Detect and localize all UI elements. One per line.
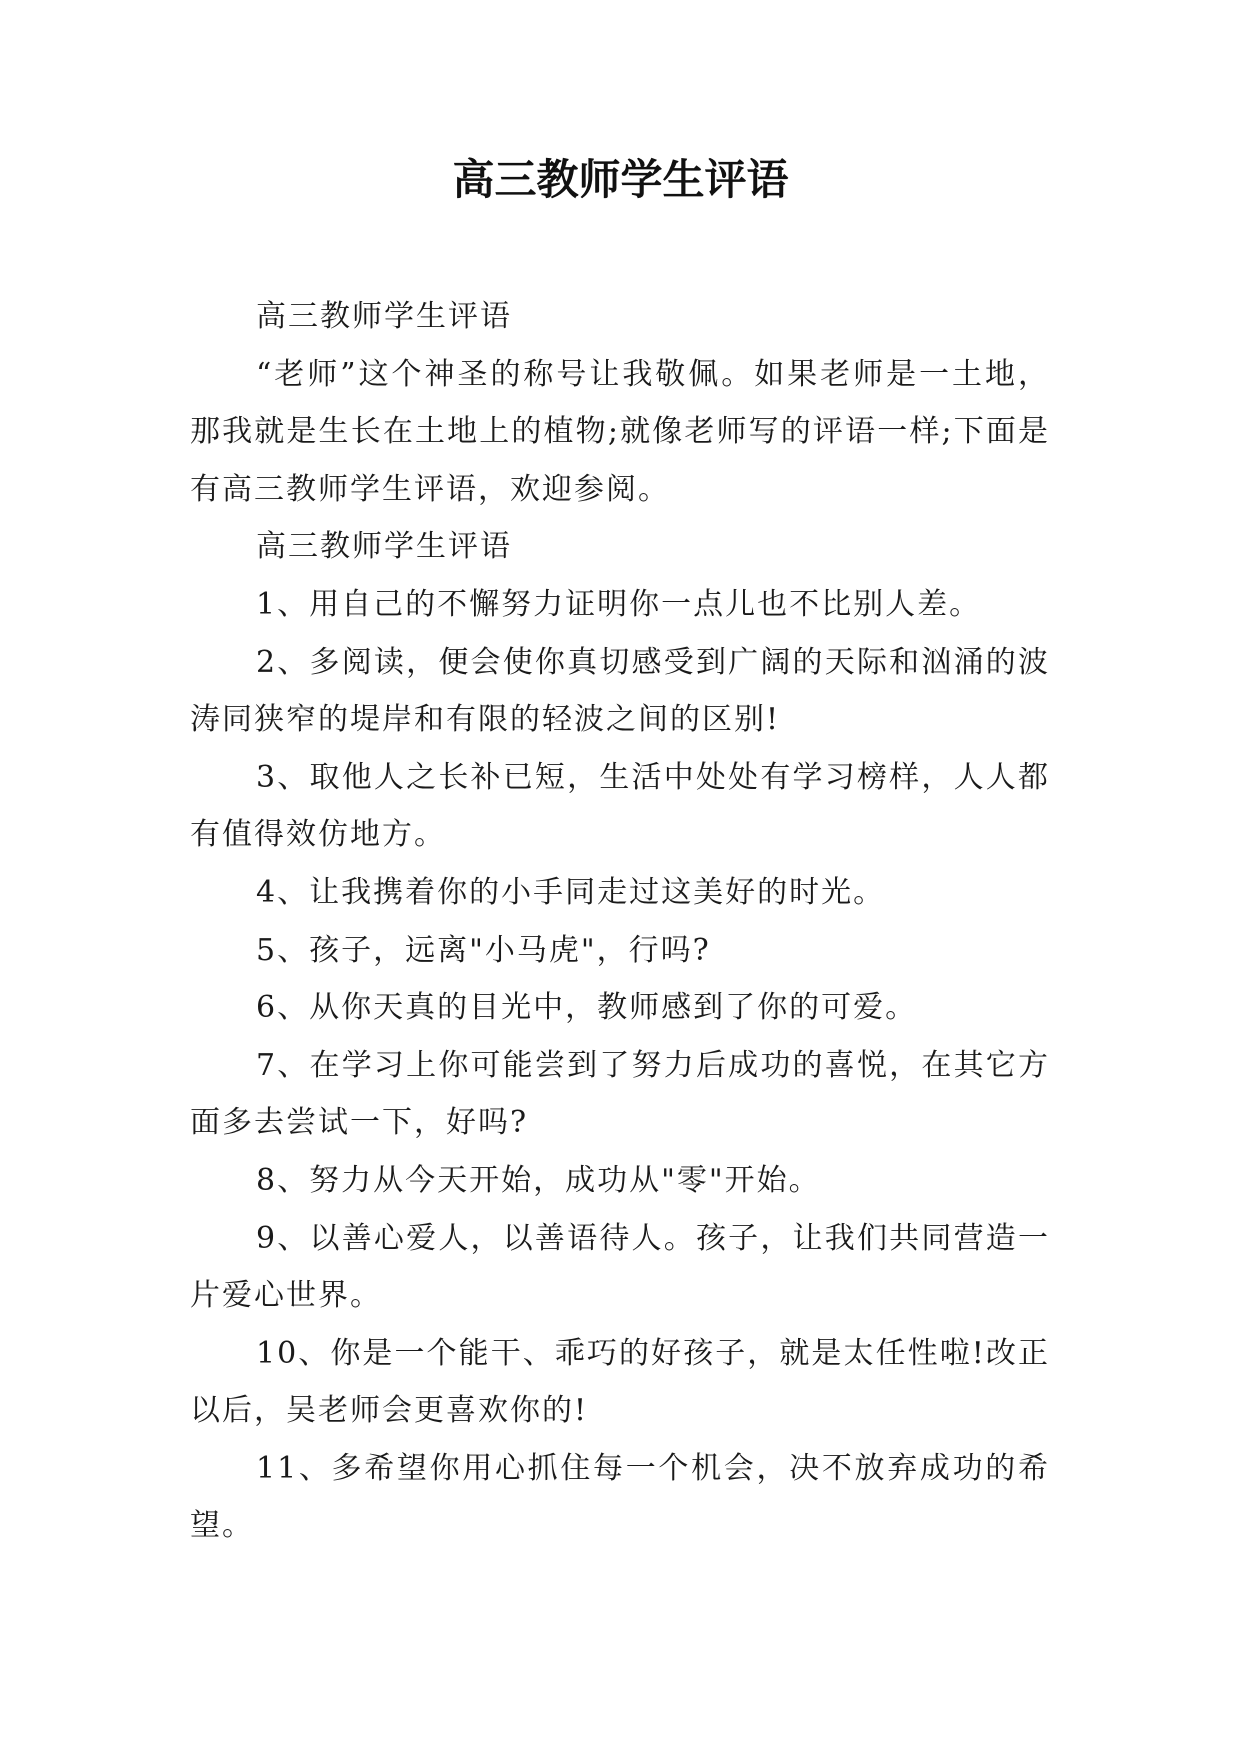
- comment-item-3: 3、取他人之长补已短，生活中处处有学习榜样，人人都有值得效仿地方。: [190, 759, 1050, 853]
- comment-item-4: 4、让我携着你的小手同走过这美好的时光。: [256, 874, 886, 910]
- comment-item-11: 11、多希望你用心抓住每一个机会，决不放弃成功的希望。: [190, 1450, 1050, 1544]
- paragraph-section-heading: 高三教师学生评语: [256, 529, 512, 565]
- document-body: [190, 288, 1050, 1555]
- paragraph-intro: “老师”这个神圣的称号让我敬佩。如果老师是一土地，那我就是生长在土地上的植物;就像老师写的评语一样;下面是有高三教师学生评语，欢迎参阅。: [190, 356, 1050, 507]
- document-title: 高三教师学生评语: [452, 155, 789, 204]
- comment-item-9: 9、以善心爱人，以善语待人。孩子，让我们共同营造一片爱心世界。: [190, 1220, 1050, 1314]
- comment-item-2: 2、多阅读，便会使你真切感受到广阔的天际和汹涌的波涛同狭窄的堤岸和有限的轻波之间的区别!: [190, 644, 1050, 738]
- paragraph-subtitle: 高三教师学生评语: [256, 299, 512, 334]
- comment-item-8: 8、努力从今天开始，成功从"零"开始。: [256, 1162, 821, 1198]
- comment-item-10: 10、你是一个能干、乖巧的好孩子，就是太任性啦!改正以后，吴老师会更喜欢你的!: [190, 1335, 1050, 1429]
- comment-item-7: 7、在学习上你可能尝到了努力后成功的喜悦，在其它方面多去尝试一下，好吗?: [190, 1047, 1050, 1141]
- comment-item-5: 5、孩子，远离"小马虎"，行吗?: [256, 932, 711, 968]
- comment-item-6: 6、从你天真的目光中，教师感到了你的可爱。: [256, 990, 918, 1026]
- comment-item-1: 1、用自己的不懈努力证明你一点儿也不比别人差。: [256, 586, 982, 622]
